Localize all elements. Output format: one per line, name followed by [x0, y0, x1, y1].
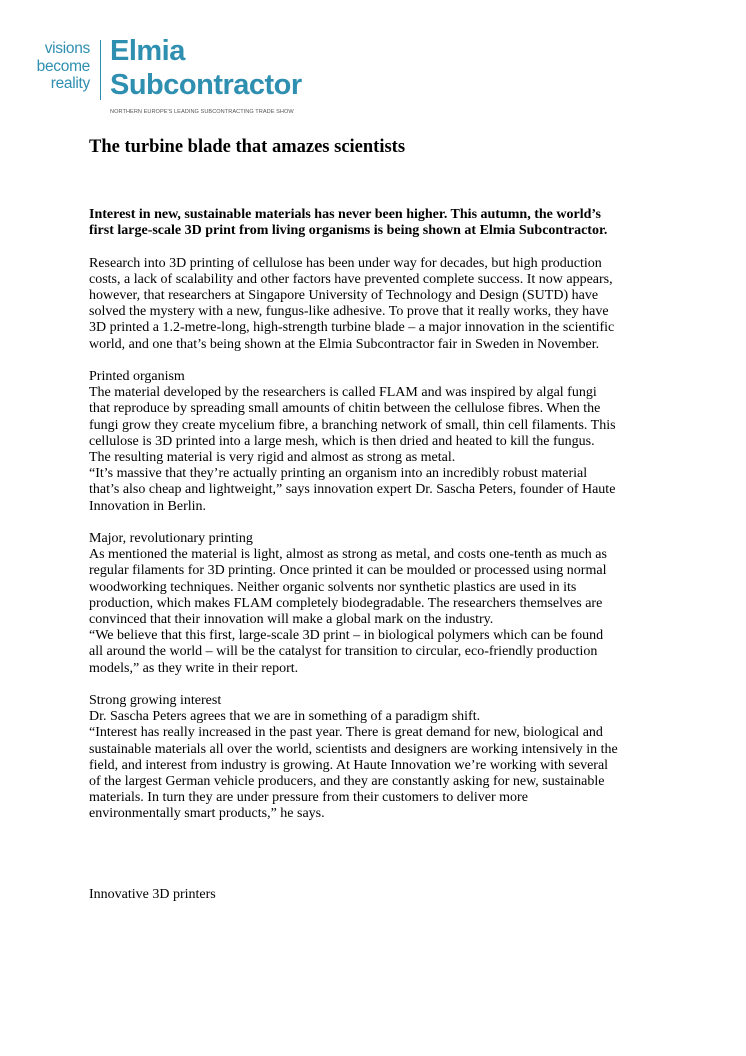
brand-line: Elmia [110, 35, 185, 67]
text-line: The resulting material is very rigid and almost as strong as metal. [89, 450, 456, 466]
text-line: field, and interest from industry is growing. At Haute Innovation we’re working with several [89, 757, 609, 773]
section-printed-organism [89, 369, 669, 515]
section-heading: Innovative 3D printers [89, 886, 216, 902]
logo-tagline [36, 40, 90, 93]
text-line: fungi grow they create mycelium fibre, a branching network of small, thin cell filaments. This [89, 417, 616, 433]
text-line: solved the mystery with a new, fungus-like adhesive. To prove that it really works, they have [89, 304, 609, 320]
text-line: models,” as they write in their report. [89, 660, 299, 676]
text-line: 3D printed a 1.2-metre-long, high-strength turbine blade – a major innovation in the scientific [89, 320, 615, 336]
section-heading: Major, revolutionary printing [89, 531, 253, 547]
text-line: world, and one that’s being shown at the Elmia Subcontractor fair in Sweden in November. [89, 336, 600, 352]
tagline-line: visions [44, 40, 90, 57]
text-line: cellulose is 3D printed into a large mesh, which is then dried and heated to kill the fungus. [89, 433, 595, 449]
section-innovative-3d-printers [89, 887, 669, 903]
text-line: convinced that their innovation will make a global mark on the industry. [89, 612, 494, 628]
text-line: regular filaments for 3D printing. Once printed it can be moulded or processed using normal [89, 563, 607, 579]
lead-paragraph [89, 207, 669, 239]
section-major-revolutionary-printing [89, 531, 669, 677]
text-line: environmentally smart products,” he says. [89, 806, 325, 822]
text-line: first large-scale 3D print from living organisms is being shown at Elmia Subcontractor. [89, 223, 608, 239]
spacer [89, 839, 669, 887]
brand-line: Subcontractor [110, 69, 302, 101]
text-line: Research into 3D printing of cellulose has been under way for decades, but high production [89, 255, 602, 271]
text-line: of the largest German vehicle producers, and they are constantly asking for new, sustainable [89, 774, 605, 790]
text-line: materials. In turn they are under pressure from their customers to deliver more [89, 790, 528, 806]
text-line: “We believe that this first, large-scale 3D print – in biological polymers which can be found [89, 628, 604, 644]
text-line: Innovation in Berlin. [89, 498, 207, 514]
section-strong-growing-interest [89, 693, 669, 823]
text-line: As mentioned the material is light, almost as strong as metal, and costs one-tenth as much as [89, 547, 607, 563]
article-title: The turbine blade that amazes scientists [89, 137, 406, 157]
text-line: “It’s massive that they’re actually printing an organism into an incredibly robust material [89, 466, 588, 482]
article-body [89, 207, 669, 919]
text-line: all around the world – will be the catalyst for transition to circular, eco-friendly production [89, 644, 598, 660]
text-line: sustainable materials all over the world, scientists and designers are working intensively in the [89, 741, 618, 757]
tagline-line: become [36, 57, 90, 75]
text-line: woodworking techniques. Neither organic solvents nor synthetic plastics are used in its [89, 579, 577, 595]
section-heading: Printed organism [89, 369, 185, 384]
logo-divider [100, 40, 101, 100]
text-line: Interest in new, sustainable materials has never been higher. This autumn, the world’s [89, 207, 601, 222]
text-line: production, which makes FLAM completely biodegradable. The researchers themselves are [89, 595, 603, 611]
text-line: The material developed by the researchers is called FLAM and was inspired by algal fungi [89, 385, 597, 401]
text-line: that reproduce by spreading small amounts of chitin between the cellulose fibres. When the [89, 401, 601, 417]
intro-paragraph [89, 256, 669, 353]
tagline-line: reality [50, 75, 90, 92]
text-line: costs, a lack of scalability and other factors have prevented complete success. It now appears, [89, 271, 613, 287]
text-line: “Interest has really increased in the past year. There is great demand for new, biological and [89, 725, 603, 741]
section-heading: Strong growing interest [89, 693, 222, 709]
elmia-subcontractor-logo [36, 35, 336, 122]
text-line: that’s also cheap and lightweight,” says innovation expert Dr. Sascha Peters, founder of Haute [89, 482, 616, 498]
text-line: Dr. Sascha Peters agrees that we are in something of a paradigm shift. [89, 709, 481, 725]
logo-brand-name [110, 34, 302, 102]
text-line: however, that researchers at Singapore University of Technology and Design (SUTD) have [89, 288, 599, 303]
logo-subtitle: NORTHERN EUROPE'S LEADING SUBCONTRACTING TRADE SHOW [110, 109, 294, 115]
